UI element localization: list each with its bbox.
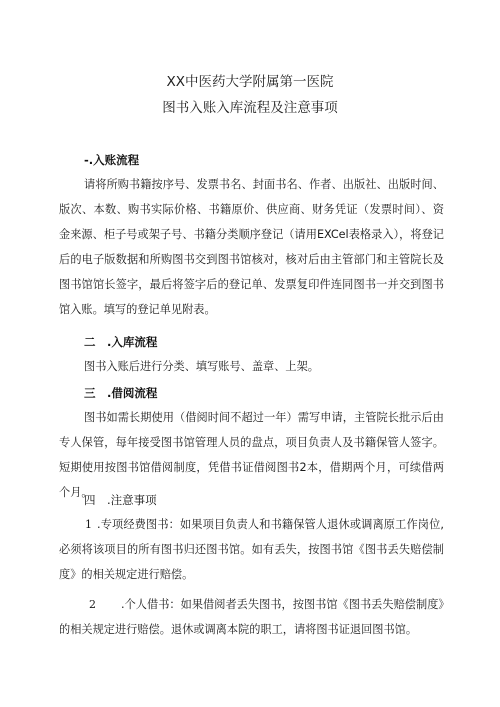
note-number: 1 [85,518,92,531]
section-heading-borrowing: 三 .借阅流程 [84,386,158,400]
note-text: .个人借书：如果借阅者丢失图书，按图书馆《图书丢失赔偿制度》的相关规定进行赔偿。退休或调离本院的职工，请将图书证退回图书馆。 [59,598,444,636]
document-title-main: 图书入账入库流程及注意事项 [162,100,338,116]
note-item-special-funds [59,512,444,587]
note-text: .专项经费图书：如果项目负责人和书籍保管人退休或调离原工作岗位,必须将该项目的所有图书归还图书馆。如有丢失，按图书馆《图书丢失赔偿制度》的相关规定进行赔偿。 [59,518,444,581]
section-paragraph-warehousing: 图书入账后进行分类、填写账号、盖章、上架。 [84,360,319,373]
section-paragraph-accounting: 请将所购书籍按序号、发票书名、封面书名、作者、出版社、出版时间、版次、本数、购书实际价格、书籍原价、供应商、财务凭证（发票时间）、资金来源、柜子号或架子号、书籍分类顺序登记（请用EXCel表格录入），将登记后的电子版数据和所购图书交到图书馆核对，核对后由主管部门和主管院长及图书馆馆长签字，最后将签字后的登记单、发票复印件连同图书一并交到图书馆入账。填写的登记单见附表。 [59,178,444,316]
section-heading-warehousing: 二 .入库流程 [84,335,158,349]
section-paragraph-borrowing: 图书如需长期使用（借阅时间不超过一年）需写申请，主管院长批示后由专人保管，每年接受图书馆管理人员的盘点，项目负责人及书籍保管人签字。短期使用按图书馆借阅制度，凭借书证借阅图书2本，借期两个月，可续借两个月。 [59,411,444,499]
section-heading-accounting: -.入账流程 [84,153,140,167]
section-heading-notes: 四 .注意事项 [84,493,157,507]
note-number: 2 [89,598,96,611]
document-title-hospital: XX中医药大学附属第一医院 [166,74,334,90]
note-item-personal-borrowing [59,592,444,642]
